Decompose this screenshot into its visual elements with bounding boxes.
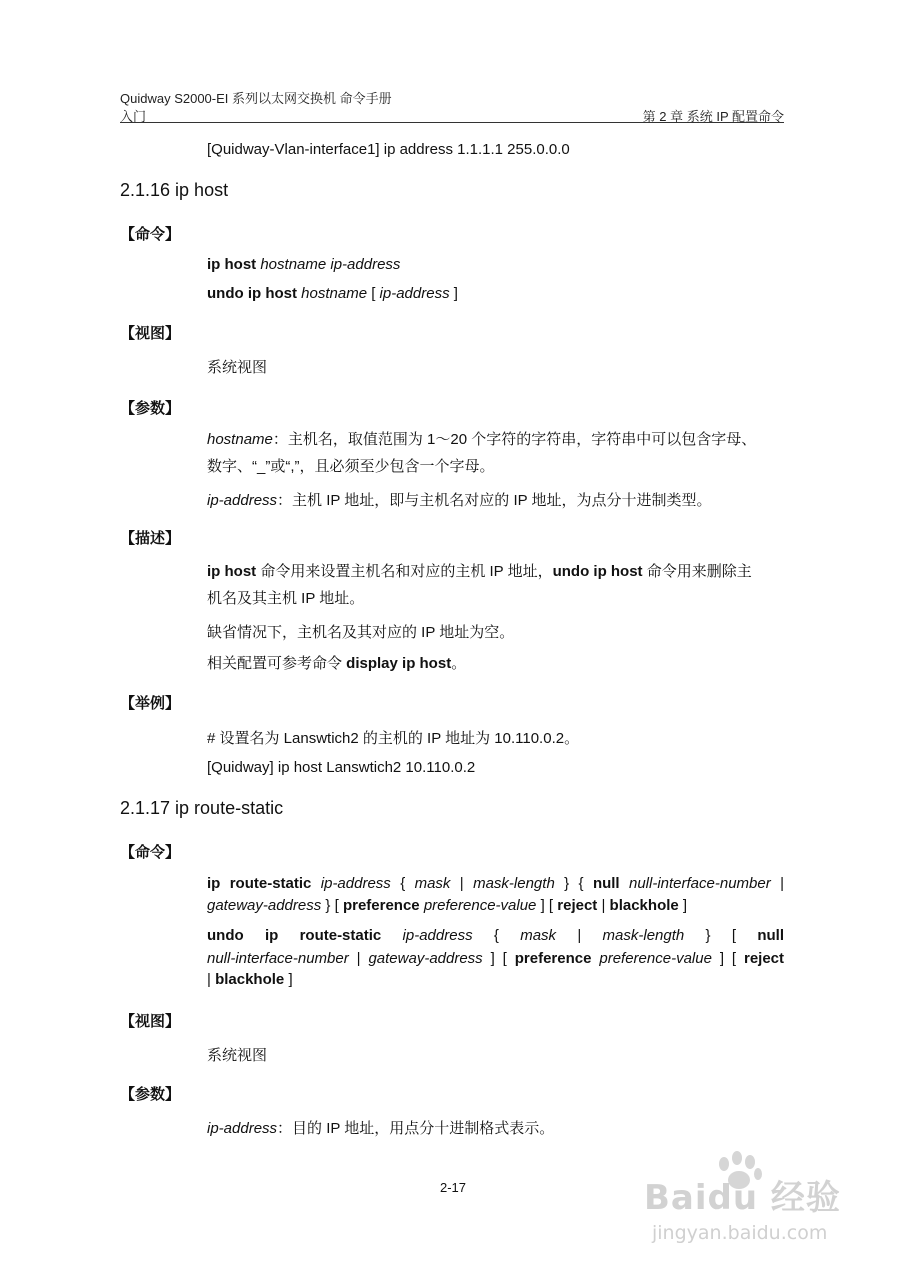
- param-ip-address-2: ip-address：目的 IP 地址，用点分十进制格式表示。: [207, 1120, 555, 1137]
- example-comment: # 设置名为 Lanswtich2 的主机的 IP 地址为 10.110.0.2。: [207, 730, 580, 747]
- tag-view-2: 【视图】: [120, 1013, 181, 1030]
- view-text-2: 系统视图: [207, 1047, 268, 1064]
- tag-view: 【视图】: [120, 325, 181, 342]
- command-syntax-undo-route-static: undo ip route-static ip-address { mask | mask-length } [ null: [207, 927, 784, 944]
- description-related: 相关配置可参考命令 display ip host。: [207, 655, 467, 672]
- command-syntax-route-static: ip route-static ip-address { mask | mask-length } { null null-interface-number |: [207, 875, 784, 892]
- section-heading-ip-route-static: 2.1.17 ip route-static: [120, 798, 284, 818]
- tag-parameters: 【参数】: [120, 400, 181, 417]
- section-heading-ip-host: 2.1.16 ip host: [120, 180, 229, 200]
- view-text: 系统视图: [207, 359, 268, 376]
- header-section: 入门: [120, 109, 147, 124]
- tag-description: 【描述】: [120, 530, 181, 547]
- page-number: 2-17: [440, 1180, 467, 1195]
- command-syntax-route-static-cont: gateway-address } [ preference preference-value ] [ reject | blackhole ]: [207, 897, 688, 914]
- tag-example: 【举例】: [120, 695, 181, 712]
- header-chapter: 第 2 章 系统 IP 配置命令: [642, 109, 784, 124]
- tag-parameters-2: 【参数】: [120, 1086, 181, 1103]
- command-syntax: ip host hostname ip-address: [207, 256, 401, 273]
- param-ip-address: ip-address：主机 IP 地址，即与主机名对应的 IP 地址，为点分十进制类型。: [207, 492, 712, 509]
- command-syntax-undo-route-static-cont: null-interface-number | gateway-address ] [ preference preference-value ] [ reject: [207, 950, 785, 967]
- header-title: Quidway S2000-EI 系列以太网交换机 命令手册: [120, 91, 392, 106]
- tag-command: 【命令】: [120, 226, 181, 243]
- prev-example: [Quidway-Vlan-interface1] ip address 1.1.1.1 255.0.0.0: [207, 141, 570, 158]
- tag-command-2: 【命令】: [120, 844, 181, 861]
- description-para: ip host 命令用来设置主机名和对应的主机 IP 地址，undo ip host 命令用来删除主 机名及其主机 IP 地址。: [207, 563, 752, 607]
- example-command: [Quidway] ip host Lanswtich2 10.110.0.2: [207, 759, 476, 776]
- watermark-url: jingyan.baidu.com: [652, 1222, 828, 1244]
- watermark-logo: [642, 1146, 852, 1216]
- description-default: 缺省情况下，主机名及其对应的 IP 地址为空。: [207, 624, 515, 641]
- command-syntax-undo-route-static-end: | blackhole ]: [207, 971, 293, 988]
- command-syntax-undo: undo ip host hostname [ ip-address ]: [207, 285, 458, 302]
- watermark-brand: Baidu 经验: [644, 1178, 841, 1218]
- header-divider: [120, 122, 784, 123]
- param-hostname: hostname：主机名，取值范围为 1～20 个字符的字符串，字符串中可以包含字母、 数字、“_”或“,”，且必须至少包含一个字母。: [207, 431, 757, 475]
